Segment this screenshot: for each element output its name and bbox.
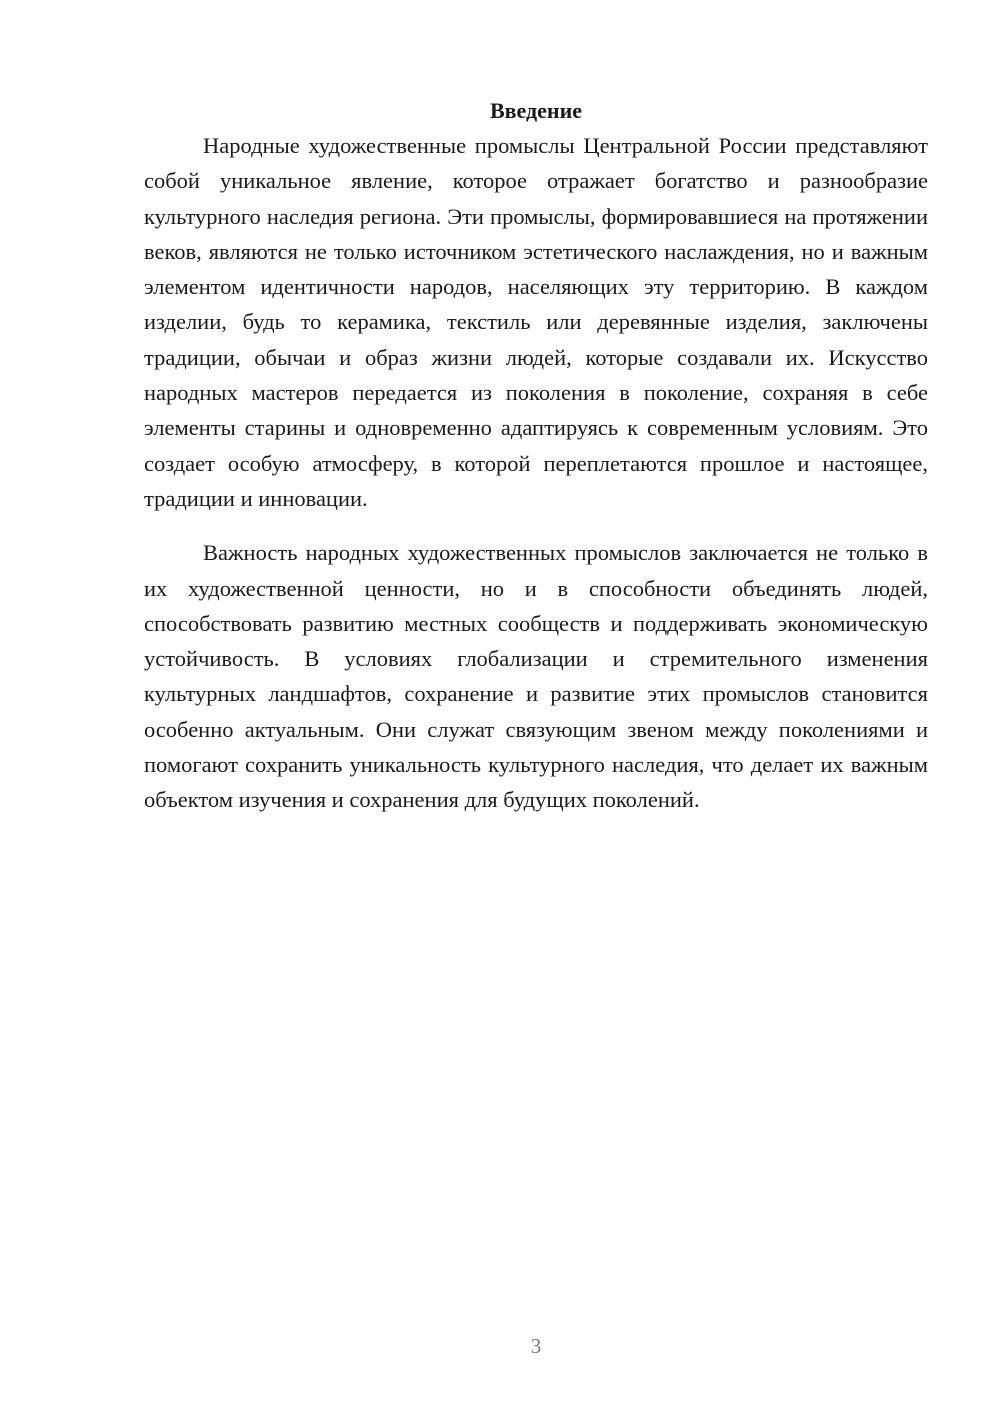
paragraph-2: Важность народных художественных промыслов заключается не только в их художественной ценности, но и в способности объединять людей, способствовать развитию местных сообществ и поддерживать экономическую устойчивость. В условиях глобализации и стремительного изменения культурных ландшафтов, сохранение и развитие этих промыслов становится особенно актуальным. Они служат связующим звеном между поколениями и помогают сохранить уникальность культурного наследия, что делает их важным объектом изучения и сохранения для будущих поколений. (144, 540, 928, 813)
page-content (144, 96, 928, 818)
paragraph-1: Народные художественные промыслы Центральной России представляют собой уникальное явление, которое отражает богатство и разнообразие культурного наследия региона. Эти промыслы, формировавшиеся на протяжении веков, являются не только источником эстетического наслаждения, но и важным элементом идентичности народов, населяющих эту территорию. В каждом изделии, будь то керамика, текстиль или деревянные изделия, заключены традиции, обычаи и образ жизни людей, которые создавали их. Искусство народных мастеров передается из поколения в поколение, сохраняя в себе элементы старины и одновременно адаптируясь к современным условиям. Это создает особую атмосферу, в которой переплетаются прошлое и настоящее, традиции и инновации. (144, 133, 928, 511)
page-number: 3 (530, 1334, 542, 1358)
section-heading: Введение (489, 98, 583, 123)
